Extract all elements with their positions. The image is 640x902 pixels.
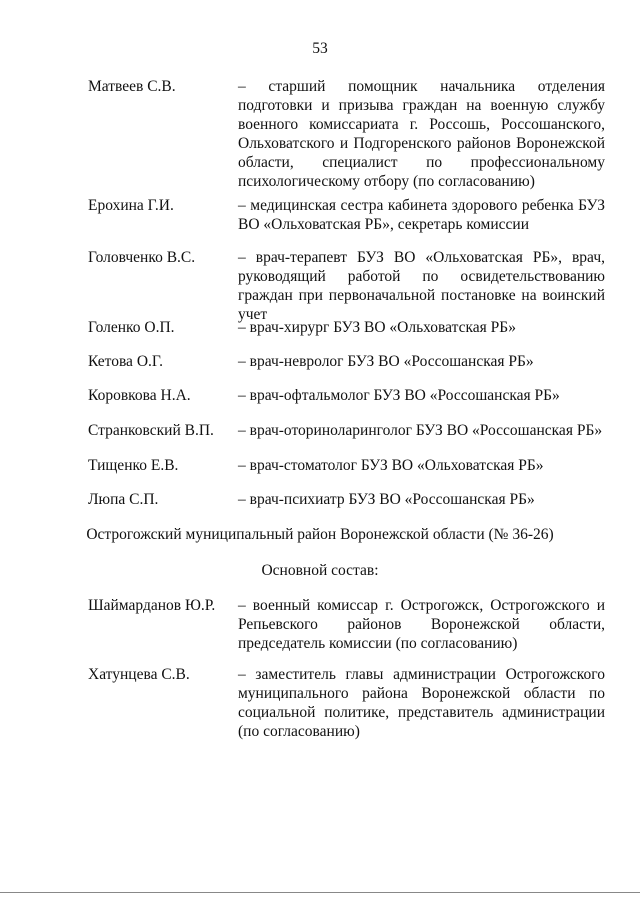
- person-role: – врач-психиатр БУЗ ВО «Россошанская РБ»: [238, 491, 535, 508]
- person-name: Голенко О.П.: [88, 319, 175, 336]
- page-bottom-rule: [0, 892, 640, 893]
- person-role: – военный комиссар г. Острогожск, Острогожского и Репьевского районов Воронежской области, председатель комиссии (по согласованию): [238, 597, 605, 652]
- person-name: Шаймарданов Ю.Р.: [88, 597, 216, 614]
- person-role: – медицинская сестра кабинета здорового ребенка БУЗ ВО «Ольховатская РБ», секретарь комиссии: [238, 197, 605, 233]
- composition-heading: Основной состав:: [261, 562, 379, 579]
- person-role: – врач-терапевт БУЗ ВО «Ольховатская РБ», врач, руководящий работой по освидетельствованию граждан при первоначальной постановке на воинский учет: [238, 249, 605, 323]
- person-role: – старший помощник начальника отделения подготовки и призыва граждан на военную службу военного комиссариата г. Россошь, Россошанского, Ольховатского и Подгоренского районов Воронежской области, специалист по профессиональному психологическому отбору (по согласованию): [238, 78, 605, 190]
- person-name: Тищенко Е.В.: [88, 457, 179, 474]
- person-role: – врач-офтальмолог БУЗ ВО «Россошанская РБ»: [238, 387, 560, 404]
- person-role: – врач-стоматолог БУЗ ВО «Ольховатская РБ»: [238, 457, 544, 474]
- district-heading: Острогожский муниципальный район Воронежской области (№ 36-26): [86, 526, 554, 543]
- page-number: 53: [312, 40, 328, 57]
- person-role: – врач-оториноларинголог БУЗ ВО «Россошанская РБ»: [238, 422, 603, 439]
- person-name: Кетова О.Г.: [88, 353, 163, 370]
- person-name: Странковский В.П.: [88, 422, 214, 439]
- person-name: Ерохина Г.И.: [88, 197, 174, 214]
- person-name: Головченко В.С.: [88, 249, 196, 266]
- person-name: Матвеев С.В.: [88, 78, 176, 95]
- person-role: – врач-хирург БУЗ ВО «Ольховатская РБ»: [238, 319, 516, 336]
- person-name: Хатунцева С.В.: [88, 666, 190, 683]
- person-role: – заместитель главы администрации Острогожского муниципального района Воронежской области по социальной политике, представитель администрации (по согласованию): [238, 666, 605, 740]
- person-role: – врач-невролог БУЗ ВО «Россошанская РБ»: [238, 353, 534, 370]
- person-name: Коровкова Н.А.: [88, 387, 191, 404]
- person-name: Люпа С.П.: [88, 491, 159, 508]
